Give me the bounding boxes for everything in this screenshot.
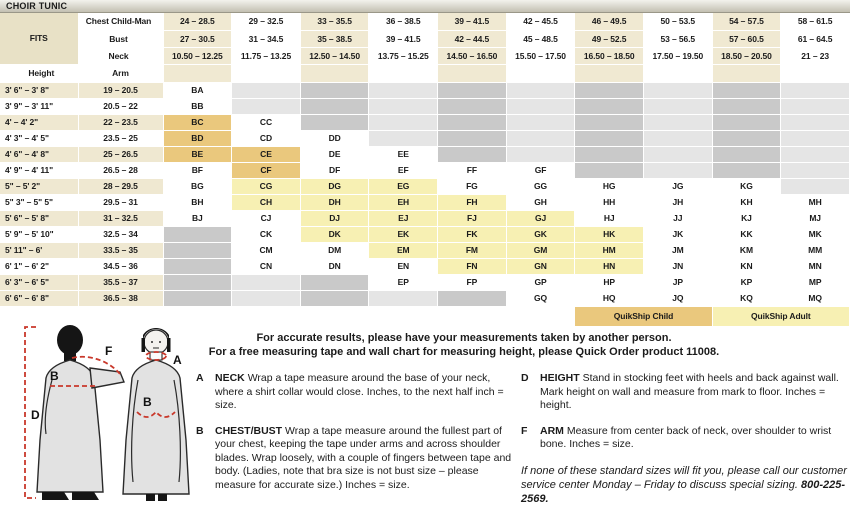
intro-line-1: For accurate results, please have your measurements taken by another person.: [256, 332, 672, 344]
empty-cell: [506, 130, 575, 146]
instruction-letter: F: [521, 424, 528, 437]
empty-cell: [575, 114, 644, 130]
size-code-cell: GK: [506, 226, 575, 242]
measure-value-cell: 13.75 – 15.25: [369, 47, 438, 64]
size-code-cell: EF: [369, 162, 438, 178]
table-row: [0, 274, 850, 290]
empty-cell: [643, 98, 712, 114]
spacer-cell: [643, 64, 712, 82]
measure-value-cell: 18.50 – 20.50: [712, 47, 781, 64]
instruction-arm: [521, 425, 847, 452]
instruction-term: ARM: [540, 424, 564, 437]
empty-cell: [575, 82, 644, 98]
instruction-letter: D: [521, 372, 529, 384]
instruction-neck: [196, 372, 518, 413]
arm-column-header: Arm: [78, 64, 163, 82]
size-code-cell: CM: [232, 242, 301, 258]
size-code-cell: HQ: [575, 290, 644, 306]
instruction-text: Wrap a tape measure around the fullest part of your chest, keeping the tape under arms and across shoulder blades. Wrap loosely, with a couple of fingers between tape and body. (Ladies, note that bra size is not bust size – please measure for accurate size.) Inches = size.: [215, 424, 512, 491]
height-range-cell: 5" – 5' 2": [0, 178, 78, 194]
label-b-back: B: [50, 369, 59, 383]
size-code-cell: GQ: [506, 290, 575, 306]
table-row: [0, 162, 850, 178]
size-code-cell: GH: [506, 194, 575, 210]
spacer-cell: [369, 64, 438, 82]
empty-cell: [643, 82, 712, 98]
instruction-chest-bust: [196, 425, 518, 493]
arm-range-cell: 26.5 – 28: [78, 162, 163, 178]
empty-cell: [781, 146, 850, 162]
size-code-cell: JH: [643, 194, 712, 210]
size-code-cell: GP: [506, 274, 575, 290]
size-code-cell: MH: [781, 194, 850, 210]
measure-value-cell: 54 – 57.5: [712, 13, 781, 30]
measure-value-cell: 49 – 52.5: [575, 30, 644, 47]
size-code-cell: GG: [506, 178, 575, 194]
table-row: [0, 64, 850, 82]
empty-cell: [506, 82, 575, 98]
size-code-cell: EM: [369, 242, 438, 258]
size-code-cell: CK: [232, 226, 301, 242]
measure-value-cell: 24 – 28.5: [163, 13, 232, 30]
table-row: [0, 226, 850, 242]
empty-cell: [163, 290, 232, 306]
measure-value-cell: 16.50 – 18.50: [575, 47, 644, 64]
measure-row-label: Bust: [78, 30, 163, 47]
size-code-cell: JP: [643, 274, 712, 290]
table-row: [0, 30, 850, 47]
measure-value-cell: 39 – 41.5: [438, 13, 507, 30]
arm-range-cell: 31 – 32.5: [78, 210, 163, 226]
quikship-child-legend: QuikShip Child: [575, 306, 712, 326]
empty-cell: [232, 82, 301, 98]
empty-cell: [163, 274, 232, 290]
instructions-right-column: [521, 372, 847, 506]
empty-cell: [506, 114, 575, 130]
empty-cell: [369, 98, 438, 114]
measure-value-cell: 11.75 – 13.25: [232, 47, 301, 64]
size-code-cell: HK: [575, 226, 644, 242]
measurement-figures-illustration: [6, 320, 192, 506]
empty-cell: [575, 98, 644, 114]
spacer-cell: [163, 64, 232, 82]
label-d: D: [31, 408, 40, 422]
instruction-term: NECK: [215, 372, 245, 384]
instruction-text: Stand in stocking feet with heels and back against wall. Mark height on wall and measure from mark to floor. Inches = height.: [540, 372, 839, 411]
measure-value-cell: 35 – 38.5: [300, 30, 369, 47]
size-code-cell: EH: [369, 194, 438, 210]
arm-range-cell: 23.5 – 25: [78, 130, 163, 146]
height-column-header: Height: [0, 64, 78, 82]
measure-value-cell: 36 – 38.5: [369, 13, 438, 30]
size-code-cell: BA: [163, 82, 232, 98]
size-code-cell: BD: [163, 130, 232, 146]
empty-cell: [438, 114, 507, 130]
label-b-front: B: [143, 395, 152, 409]
measure-value-cell: 21 – 23: [781, 47, 850, 64]
size-code-cell: CG: [232, 178, 301, 194]
measure-value-cell: 39 – 41.5: [369, 30, 438, 47]
table-row: [0, 47, 850, 64]
size-code-cell: FM: [438, 242, 507, 258]
instruction-text: Measure from center back of neck, over shoulder to wrist bone. Inches = size.: [540, 424, 832, 450]
measure-value-cell: 57 – 60.5: [712, 30, 781, 47]
size-code-cell: DD: [300, 130, 369, 146]
instruction-height: [521, 372, 847, 413]
size-code-cell: BF: [163, 162, 232, 178]
size-code-cell: KN: [712, 258, 781, 274]
table-row: [0, 258, 850, 274]
size-code-cell: EG: [369, 178, 438, 194]
measure-value-cell: 17.50 – 19.50: [643, 47, 712, 64]
size-code-cell: BH: [163, 194, 232, 210]
empty-cell: [712, 98, 781, 114]
empty-cell: [712, 146, 781, 162]
size-code-cell: JK: [643, 226, 712, 242]
instructions-left-column: [196, 372, 518, 504]
empty-cell: [781, 178, 850, 194]
empty-cell: [781, 98, 850, 114]
size-code-cell: MK: [781, 226, 850, 242]
measure-value-cell: 58 – 61.5: [781, 13, 850, 30]
instruction-term: CHEST/BUST: [215, 424, 283, 437]
instruction-letter: B: [196, 424, 204, 437]
empty-cell: [643, 146, 712, 162]
quikship-adult-legend: QuikShip Adult: [712, 306, 849, 326]
spacer-cell: [232, 64, 301, 82]
table-row: [0, 242, 850, 258]
empty-cell: [438, 82, 507, 98]
instruction-term: HEIGHT: [540, 372, 580, 384]
spacer-cell: [781, 64, 850, 82]
size-code-cell: KJ: [712, 210, 781, 226]
empty-cell: [163, 226, 232, 242]
size-code-cell: GF: [506, 162, 575, 178]
height-range-cell: 6' 1" – 6' 2": [0, 258, 78, 274]
empty-cell: [781, 162, 850, 178]
table-row: [0, 13, 850, 30]
table-row: [0, 210, 850, 226]
empty-cell: [643, 114, 712, 130]
size-code-cell: BG: [163, 178, 232, 194]
size-code-cell: BC: [163, 114, 232, 130]
measure-value-cell: 27 – 30.5: [163, 30, 232, 47]
size-code-cell: DF: [300, 162, 369, 178]
size-code-cell: MM: [781, 242, 850, 258]
arm-range-cell: 32.5 – 34: [78, 226, 163, 242]
empty-cell: [300, 274, 369, 290]
empty-cell: [712, 162, 781, 178]
size-code-cell: HG: [575, 178, 644, 194]
size-code-cell: MJ: [781, 210, 850, 226]
size-code-cell: JG: [643, 178, 712, 194]
size-code-cell: FN: [438, 258, 507, 274]
table-row: [0, 82, 850, 98]
measure-value-cell: 45 – 48.5: [506, 30, 575, 47]
raised-arm: [90, 368, 124, 388]
empty-cell: [643, 162, 712, 178]
size-code-cell: HH: [575, 194, 644, 210]
instruction-text: Wrap a tape measure around the base of your neck, where a shirt collar would close. Inches, to the next half inch = size.: [215, 372, 504, 411]
height-range-cell: 4' 3" – 4' 5": [0, 130, 78, 146]
special-sizing-notice: [521, 464, 847, 506]
arm-range-cell: 35.5 – 37: [78, 274, 163, 290]
intro-text: [188, 331, 740, 359]
size-code-cell: KP: [712, 274, 781, 290]
size-code-cell: DE: [300, 146, 369, 162]
empty-cell: [643, 130, 712, 146]
size-code-cell: FK: [438, 226, 507, 242]
size-code-cell: CN: [232, 258, 301, 274]
height-range-cell: 4' 9" – 4' 11": [0, 162, 78, 178]
height-range-cell: 3' 6" – 3' 8": [0, 82, 78, 98]
size-code-cell: JN: [643, 258, 712, 274]
empty-cell: [712, 130, 781, 146]
size-code-cell: JQ: [643, 290, 712, 306]
size-code-cell: KK: [712, 226, 781, 242]
measure-value-cell: 31 – 34.5: [232, 30, 301, 47]
measure-value-cell: 15.50 – 17.50: [506, 47, 575, 64]
size-code-cell: MP: [781, 274, 850, 290]
spacer-cell: [712, 64, 781, 82]
empty-cell: [300, 114, 369, 130]
empty-cell: [438, 290, 507, 306]
empty-cell: [300, 290, 369, 306]
table-row: [0, 290, 850, 306]
empty-cell: [369, 290, 438, 306]
intro-line-2: For a free measuring tape and wall chart for measuring height, please Quick Order product 11008.: [208, 346, 720, 358]
arm-range-cell: 34.5 – 36: [78, 258, 163, 274]
empty-cell: [438, 98, 507, 114]
empty-cell: [781, 82, 850, 98]
measure-value-cell: 12.50 – 14.50: [300, 47, 369, 64]
size-code-cell: DN: [300, 258, 369, 274]
empty-cell: [232, 274, 301, 290]
table-row: [0, 178, 850, 194]
measure-value-cell: 10.50 – 12.25: [163, 47, 232, 64]
spacer-cell: [506, 64, 575, 82]
height-range-cell: 3' 9" – 3' 11": [0, 98, 78, 114]
table-row: [0, 114, 850, 130]
empty-cell: [506, 146, 575, 162]
arm-range-cell: 36.5 – 38: [78, 290, 163, 306]
size-code-cell: CD: [232, 130, 301, 146]
height-range-cell: 6' 3" – 6' 5": [0, 274, 78, 290]
size-code-cell: BE: [163, 146, 232, 162]
label-a: A: [173, 353, 182, 367]
table-row: [0, 98, 850, 114]
empty-cell: [438, 130, 507, 146]
size-code-cell: HM: [575, 242, 644, 258]
arm-range-cell: 28 – 29.5: [78, 178, 163, 194]
empty-cell: [575, 162, 644, 178]
size-code-cell: MQ: [781, 290, 850, 306]
spacer-cell: [300, 64, 369, 82]
size-code-cell: CH: [232, 194, 301, 210]
size-code-cell: DM: [300, 242, 369, 258]
empty-cell: [575, 130, 644, 146]
size-code-cell: DJ: [300, 210, 369, 226]
size-table: [0, 13, 850, 327]
size-code-cell: HN: [575, 258, 644, 274]
empty-cell: [712, 114, 781, 130]
size-code-cell: GJ: [506, 210, 575, 226]
empty-cell: [232, 98, 301, 114]
measure-value-cell: 53 – 56.5: [643, 30, 712, 47]
empty-cell: [781, 114, 850, 130]
arm-range-cell: 20.5 – 22: [78, 98, 163, 114]
size-code-cell: EJ: [369, 210, 438, 226]
height-range-cell: 4' 6" – 4' 8": [0, 146, 78, 162]
height-range-cell: 4' – 4' 2": [0, 114, 78, 130]
fits-cell: FITS: [0, 13, 78, 64]
empty-cell: [163, 242, 232, 258]
size-code-cell: MN: [781, 258, 850, 274]
empty-cell: [163, 258, 232, 274]
phone-number: 800-225-2569.: [521, 478, 846, 505]
measure-value-cell: 42 – 44.5: [438, 30, 507, 47]
empty-cell: [232, 290, 301, 306]
size-code-cell: FP: [438, 274, 507, 290]
size-code-cell: GN: [506, 258, 575, 274]
size-code-cell: KH: [712, 194, 781, 210]
size-code-cell: CJ: [232, 210, 301, 226]
height-range-cell: 5" 3" – 5" 5": [0, 194, 78, 210]
size-code-cell: EK: [369, 226, 438, 242]
size-code-cell: HJ: [575, 210, 644, 226]
measure-row-label: Chest Child-Man: [78, 13, 163, 30]
size-code-cell: EE: [369, 146, 438, 162]
empty-cell: [781, 130, 850, 146]
measure-value-cell: 29 – 32.5: [232, 13, 301, 30]
size-code-cell: CC: [232, 114, 301, 130]
page-title: CHOIR TUNIC: [0, 0, 850, 13]
size-code-cell: DK: [300, 226, 369, 242]
label-f: F: [105, 344, 113, 358]
empty-cell: [712, 82, 781, 98]
empty-cell: [369, 82, 438, 98]
measure-value-cell: 61 – 64.5: [781, 30, 850, 47]
empty-cell: [575, 146, 644, 162]
measure-value-cell: 50 – 53.5: [643, 13, 712, 30]
size-code-cell: BB: [163, 98, 232, 114]
size-code-cell: CF: [232, 162, 301, 178]
height-range-cell: 5' 9" – 5' 10": [0, 226, 78, 242]
arm-range-cell: 29.5 – 31: [78, 194, 163, 210]
table-row: [0, 130, 850, 146]
arm-range-cell: 33.5 – 35: [78, 242, 163, 258]
size-code-cell: DH: [300, 194, 369, 210]
size-code-cell: FH: [438, 194, 507, 210]
arm-range-cell: 22 – 23.5: [78, 114, 163, 130]
size-code-cell: KQ: [712, 290, 781, 306]
size-code-cell: KG: [712, 178, 781, 194]
empty-cell: [438, 146, 507, 162]
measure-value-cell: 33 – 35.5: [300, 13, 369, 30]
table-row: [0, 194, 850, 210]
size-code-cell: CE: [232, 146, 301, 162]
size-code-cell: JJ: [643, 210, 712, 226]
size-code-cell: KM: [712, 242, 781, 258]
arm-range-cell: 19 – 20.5: [78, 82, 163, 98]
size-code-cell: FF: [438, 162, 507, 178]
measure-value-cell: 14.50 – 16.50: [438, 47, 507, 64]
size-code-cell: FG: [438, 178, 507, 194]
height-range-cell: 5' 11" – 6': [0, 242, 78, 258]
size-code-cell: DG: [300, 178, 369, 194]
size-code-cell: EN: [369, 258, 438, 274]
size-code-cell: HP: [575, 274, 644, 290]
height-range-cell: 6' 6" – 6' 8": [0, 290, 78, 306]
empty-cell: [300, 98, 369, 114]
empty-cell: [369, 114, 438, 130]
size-code-cell: EP: [369, 274, 438, 290]
measure-value-cell: 42 – 45.5: [506, 13, 575, 30]
arm-range-cell: 25 – 26.5: [78, 146, 163, 162]
instruction-letter: A: [196, 372, 204, 384]
empty-cell: [300, 82, 369, 98]
notice-text: If none of these standard sizes will fit you, please call our customer service center Monday – Friday to discuss special sizing.: [521, 464, 847, 491]
size-code-cell: BJ: [163, 210, 232, 226]
table-row: [0, 146, 850, 162]
empty-cell: [369, 130, 438, 146]
spacer-cell: [575, 64, 644, 82]
empty-cell: [506, 98, 575, 114]
measure-row-label: Neck: [78, 47, 163, 64]
height-range-cell: 5' 6" – 5' 8": [0, 210, 78, 226]
size-code-cell: GM: [506, 242, 575, 258]
size-code-cell: JM: [643, 242, 712, 258]
size-code-cell: FJ: [438, 210, 507, 226]
measure-value-cell: 46 – 49.5: [575, 13, 644, 30]
spacer-cell: [438, 64, 507, 82]
